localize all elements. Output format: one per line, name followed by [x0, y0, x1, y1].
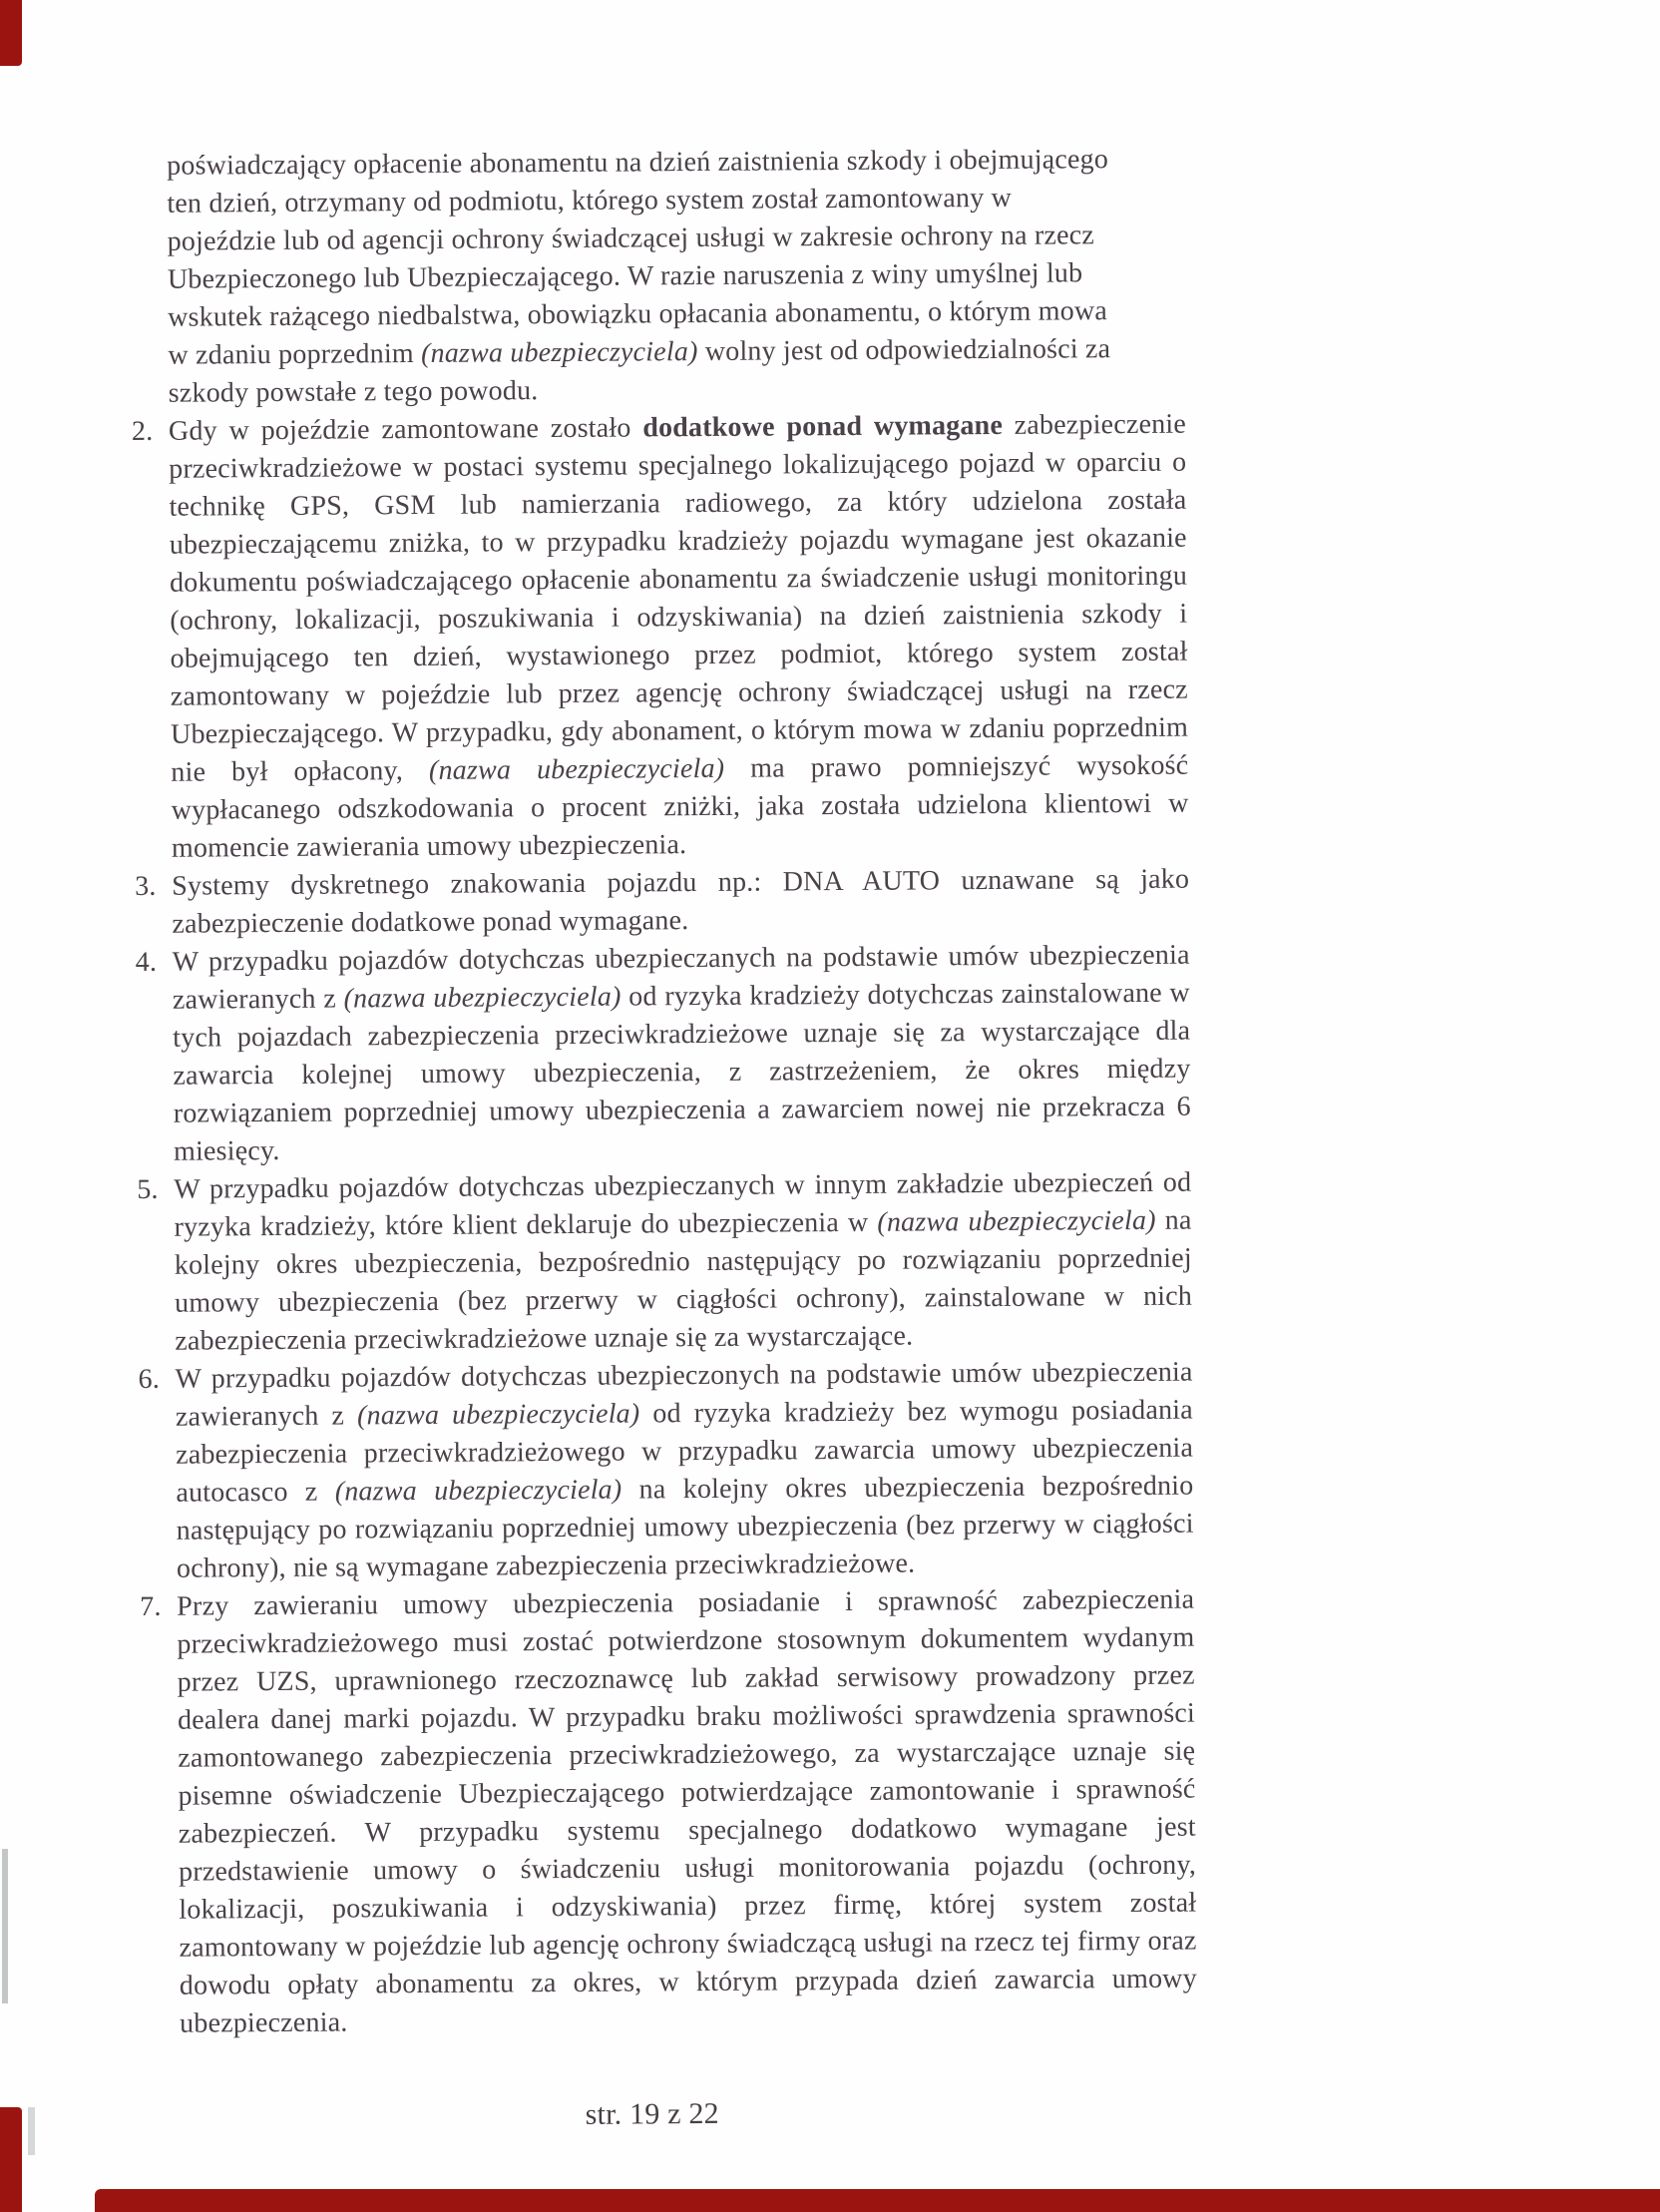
item-paragraph [169, 406, 1189, 868]
page-number: str. 19 z 22 [585, 2096, 719, 2131]
text-run: zabezpieczenie przeciwkradzieżowe w postaci systemu specjalnego lokalizującego pojazd w oparciu o technikę GPS, GSM lub namierzania radiowego, za który udzielona została ubezpieczającemu zniżka, to w przypadku kradzieży pojazdu wymagane jest okazanie dokumentu poświadczającego opłacenie abonamentu za świadczenie usługi monitoringu (ochrony, lokalizacji, poszukiwania i odzyskiwania) na dzień zaistnienia szkody i obejmującego ten dzień, wystawionego przez podmiot, którego system został zamontowany w pojeździe lub przez agencję ochrony świadczącej usługi na rzecz Ubezpieczającego. W przypadku, gdy abonament, o którym mowa w zdaniu poprzednim nie był opłacony, [169, 408, 1189, 788]
item-paragraph [175, 1354, 1194, 1588]
italic-placeholder-run: (nazwa ubezpieczyciela) [420, 336, 698, 369]
text-run: W przypadku pojazdów dotychczas ubezpieczanych na podstawie umów ubezpieczenia zawieranych z [172, 939, 1190, 1016]
item-number: 5. [137, 1173, 159, 1205]
item-number: 4. [135, 946, 158, 978]
italic-placeholder-run: (nazwa ubezpieczyciela) [356, 1398, 640, 1432]
text-run: Systemy dyskretnego znakowania pojazdu np.: DNA AUTO uznawane są jako zabezpieczenie dodatkowe ponad wymagane. [172, 863, 1190, 940]
item-paragraph [173, 937, 1192, 1171]
list-item [136, 937, 1195, 1171]
intro-paragraph [167, 141, 1121, 413]
item-number: 2. [131, 415, 154, 447]
list-item [135, 861, 1193, 944]
list-item [140, 1581, 1200, 2043]
item-number: 6. [138, 1363, 161, 1395]
list-item [137, 1164, 1195, 1361]
item-number: 3. [135, 870, 157, 902]
text-run: Gdy w pojeździe zamontowane zostało [168, 412, 643, 447]
scan-artifact-bottom-left [0, 2107, 22, 2212]
italic-placeholder-run: (nazwa ubezpieczyciela) [428, 752, 725, 786]
italic-placeholder-run: (nazwa ubezpieczyciela) [877, 1204, 1156, 1238]
text-run: wolny jest od odpowiedzialności za szkody powstałe z tego powodu. [168, 333, 1111, 409]
scan-artifact-left-mark [28, 2107, 35, 2155]
scan-artifact-bottom-edge [95, 2189, 1660, 2212]
text-run: na kolejny okres ubezpieczenia, bezpośrednio następujący po rozwiązaniu poprzedniej umowy ubezpieczenia (bez przerwy w ciągłości ochrony), zainstalowane w nich zabezpieczenia przeciwkradzieżowe uznaje się za wystarczające. [174, 1204, 1193, 1357]
item-paragraph [172, 861, 1190, 944]
text-run: Przy zawieraniu umowy ubezpieczenia posiadanie i sprawność zabezpieczenia przeciwkradzieżowego musi zostać potwierdzone stosownym dokumentem wydanym przez UZS, uprawnionego rzeczoznawcę lub zakład serwisowy prowadzony przez dealera danej marki pojazdu. W przypadku braku możliwości sprawdzenia sprawności zamontowanego zabezpieczenia przeciwkradzieżowego, za wystarczające uznaje się pisemne oświadczenie Ubezpieczającego potwierdzające zamontowanie i sprawność zabezpieczeń. W przypadku systemu specjalnego dodatkowo wymagane jest przedstawienie umowy o świadczeniu usługi monitorowania pojazdu (ochrony, lokalizacji, poszukiwania i odzyskiwania) przez firmę, której system został zamontowany w pojeździe lub agencję ochrony świadczącą usługi na rzecz tej firmy oraz dowodu opłaty abonamentu za okres, w którym przypada dzień zawarcia umowy ubezpieczenia. [177, 1583, 1197, 2039]
text-run: od ryzyka kradzieży bez wymogu posiadania zabezpieczenia przeciwkradzieżowego w przypadku zawarcia umowy ubezpieczenia autocasco z [176, 1394, 1194, 1509]
text-run: W przypadku pojazdów dotychczas ubezpieczonych na podstawie umów ubezpieczenia zawieranych z [175, 1356, 1193, 1433]
document-content [130, 141, 1201, 2137]
scan-artifact-top-left [0, 0, 22, 66]
numbered-list [132, 406, 1200, 2043]
text-run: W przypadku pojazdów dotychczas ubezpieczanych w innym zakładzie ubezpieczeń od ryzyka kradzieży, które klient deklaruje do ubezpieczenia w [174, 1166, 1192, 1243]
text-run: poświadczający opłacenie abonamentu na dzień zaistnienia szkody i obejmującego ten dzień, otrzymany od podmiotu, którego system został zamontowany w pojeździe lub od agencji ochrony świadczącej usługi w zakresie ochrony na rzecz Ubezpieczonego lub Ubezpieczającego. W razie naruszenia z winy umyślnej lub wskutek rażącego niedbalstwa, obowiązku opłacania abonamentu, o którym mowa w zdaniu poprzednim [167, 144, 1109, 371]
italic-placeholder-run: (nazwa ubezpieczyciela) [343, 981, 622, 1015]
scan-artifact-left-line [2, 1849, 8, 2003]
text-run: ma prawo pomniejszyć wysokość wypłacanego odszkodowania o procent zniżki, jaka została udzielona klientowi w momencie zawierania umowy ubezpieczenia. [171, 749, 1189, 864]
list-item [132, 406, 1192, 868]
item-number: 7. [140, 1590, 162, 1622]
list-item [138, 1354, 1197, 1588]
italic-placeholder-run: (nazwa ubezpieczyciela) [334, 1474, 622, 1508]
item-paragraph [174, 1164, 1192, 1361]
bold-text-run: dodatkowe ponad wymagane [642, 409, 1004, 444]
item-paragraph [177, 1581, 1197, 2043]
text-run: od ryzyka kradzieży dotychczas zainstalowane w tych pojazdach zabezpieczenia przeciwkradzieżowe uznaje się za wystarczające dla zawarcia kolejnej umowy ubezpieczenia, z zastrzeżeniem, że okres między rozwiązaniem poprzedniej umowy ubezpieczenia a zawarciem nowej nie przekracza 6 miesięcy. [173, 977, 1191, 1167]
text-run: na kolejny okres ubezpieczenia bezpośrednio następujący po rozwiązaniu poprzedniej umowy ubezpieczenia (bez przerwy w ciągłości ochrony), nie są wymagane zabezpieczenia przeciwkradzieżowe. [176, 1470, 1194, 1584]
